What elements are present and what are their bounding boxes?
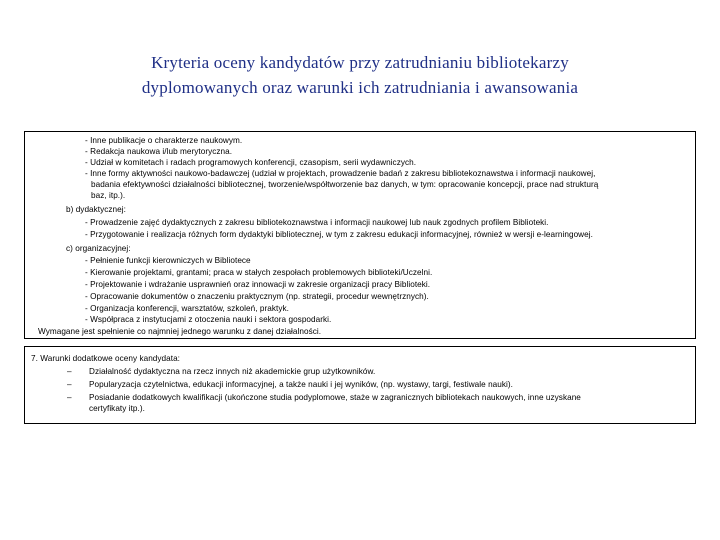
criteria-line: - Redakcja naukowa i/lub merytoryczna. <box>85 147 233 156</box>
criteria-line: - Opracowanie dokumentów o znaczeniu praktycznym (np. strategii, procedur wewnętrznych). <box>85 292 429 301</box>
condition-item: Popularyzacja czytelnictwa, edukacji informacyjnej, a także nauki i jej wyników, (np. wystawy, targi, festiwale nauki). <box>89 380 513 389</box>
title-line-1: Kryteria oceny kandydatów przy zatrudnianiu bibliotekarzy <box>151 53 569 72</box>
criteria-line: baz, itp.). <box>91 191 126 200</box>
title-line-2: dyplomowanych oraz warunki ich zatrudniania i awansowania <box>141 78 579 97</box>
criteria-line: - Kierowanie projektami, grantami; praca w stałych zespołach problemowych biblioteki/Uczelni. <box>85 268 433 277</box>
condition-item: Działalność dydaktyczna na rzecz innych niż akademickie grup użytkowników. <box>89 367 376 376</box>
condition-item: Posiadanie dodatkowych kwalifikacji (ukończone studia podyplomowe, staże w zagranicznych bibliotekach naukowych, inne uzyskane <box>89 393 581 402</box>
bullet-dash: – <box>67 380 72 389</box>
criteria-line: - Organizacja konferencji, warsztatów, szkoleń, praktyk. <box>85 304 289 313</box>
requirement-note: Wymagane jest spełnienie co najmniej jednego warunku z danej działalności. <box>38 327 322 336</box>
additional-conditions-box <box>24 346 696 424</box>
section-heading-c: c) organizacyjnej: <box>66 244 131 253</box>
bullet-dash: – <box>67 367 72 376</box>
section-heading-b: b) dydaktycznej: <box>66 205 126 214</box>
criteria-line: - Pełnienie funkcji kierowniczych w Bibliotece <box>85 256 251 265</box>
additional-conditions-heading: 7. Warunki dodatkowe oceny kandydata: <box>31 354 181 363</box>
criteria-line: - Projektowanie i wdrażanie usprawnień oraz innowacji w zakresie organizacji pracy Biblioteki. <box>85 280 431 289</box>
criteria-line: badania efektywności działalności bibliotecznej, tworzenie/współtworzenie baz danych, w tym: opracowanie koncepcji, prace nad strukturą <box>91 180 599 189</box>
criteria-table-box <box>24 131 696 339</box>
page-title <box>0 50 720 100</box>
criteria-line: - Inne formy aktywności naukowo-badawczej (udział w projektach, prowadzenie badań z zakresu bibliotekoznawstwa i informacji naukowej, <box>85 169 596 178</box>
criteria-line: - Udział w komitetach i radach programowych konferencji, czasopism, serii wydawniczych. <box>85 158 417 167</box>
criteria-line: - Przygotowanie i realizacja różnych form dydaktyki bibliotecznej, w tym z zakresu edukacji informacyjnej, również w wersji e-learningowej. <box>85 230 593 239</box>
criteria-line: - Inne publikacje o charakterze naukowym. <box>85 136 243 145</box>
criteria-line: - Prowadzenie zajęć dydaktycznych z zakresu bibliotekoznawstwa i informacji naukowej lub nauk zgodnych profilem Biblioteki. <box>85 218 549 227</box>
criteria-line: - Współpraca z instytucjami z otoczenia nauki i sektora gospodarki. <box>85 315 332 324</box>
bullet-dash: – <box>67 393 72 402</box>
condition-item-continuation: certyfikaty itp.). <box>89 404 145 413</box>
